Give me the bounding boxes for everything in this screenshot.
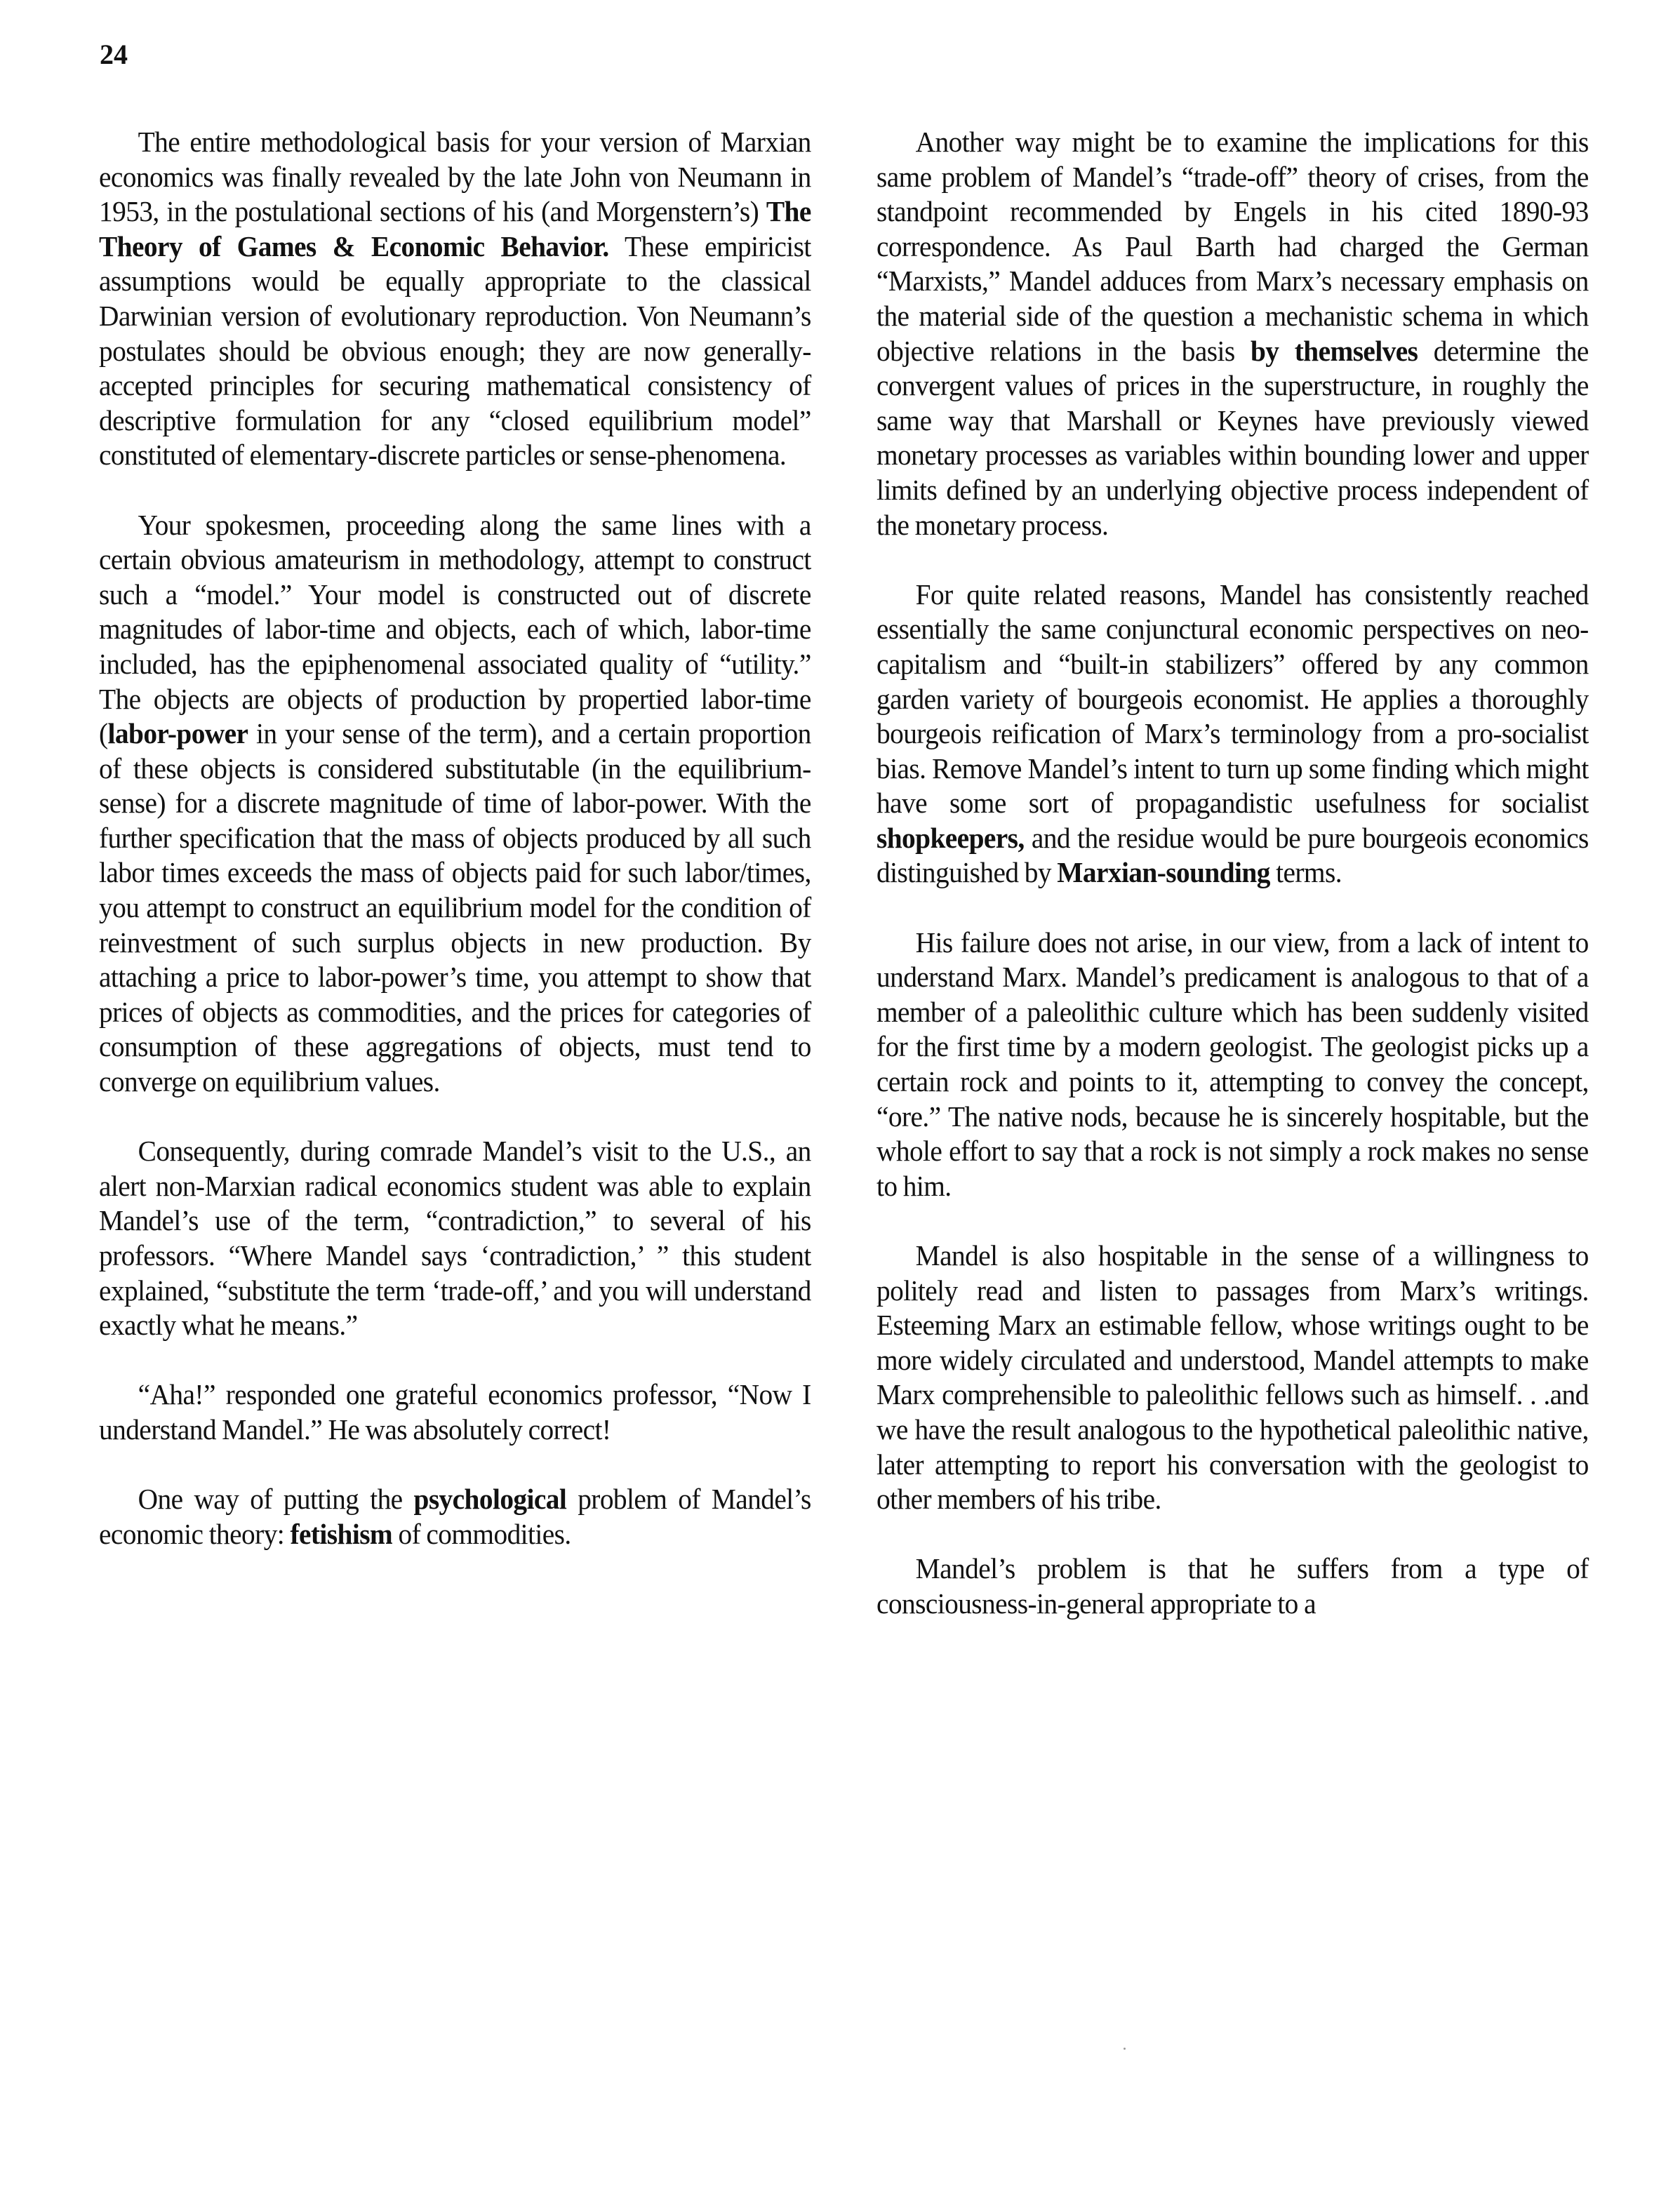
text-segment: Consequently, during comrade Mandel’s visit to the U.S., an alert non-Marxian radical economics student was able to explain Mandel’s use of the term, “contradiction,” to several of his professors. “Where Mandel says ‘contradiction,’ ” this student explained, “substitute the term ‘trade-off,’ and you will understand exactly what he means.” — [99, 1135, 811, 1342]
book-title-bold: The Theory of Games & Economic Behavior. — [99, 195, 811, 262]
text-segment: One way of putting the — [138, 1483, 414, 1516]
paragraph-one-way — [99, 1482, 811, 1552]
paragraph-mandels-problem — [876, 1552, 1589, 1621]
paragraph-also-hospitable — [876, 1239, 1589, 1517]
emphasis-bold: fetishism — [290, 1517, 393, 1550]
paragraph-his-failure — [876, 926, 1589, 1204]
paragraph-your-spokesmen — [99, 508, 811, 1100]
text-segment: “Aha!” responded one grateful economics professor, “Now I understand Mandel.” He was absolutely correct! — [99, 1378, 811, 1446]
paragraph-another-way — [876, 125, 1589, 542]
page-number: 24 — [100, 39, 128, 70]
text-segment: problem of Mandel’s economic theory: — [99, 1483, 811, 1550]
emphasis-bold: by themselves — [1250, 334, 1418, 367]
paragraph-consequently — [99, 1134, 811, 1343]
paragraph-related-reasons — [876, 578, 1589, 890]
text-segment: Another way might be to examine the implications for this same problem of Mandel’s “trade-off” theory of crises, from the standpoint recommended by Engels in his cited 1890-93 correspondence. As Paul Barth had charged the German “Marxists,” Mandel adduces from Marx’s necessary emphasis on the material side of the question a mechanistic schema in which objective relations in the basis — [876, 126, 1589, 367]
text-segment: Mandel is also hospitable in the sense of a willingness to politely read and listen to passages from Marx’s writings. Esteeming Marx an estimable fellow, whose writings ought to be more widely circulated and understood, Mandel attempts to make Marx comprehensible to paleolithic fellows such as himself. . .and we have the result analogous to the hypothetical paleolithic native, later attempting to report his conversation with the geologist to other members of his tribe. — [876, 1239, 1589, 1516]
text-segment: in your sense of the term), and a certain proportion of these objects is considered substitutable (in the equilibrium-sense) for a discrete magnitude of time of labor-power. With the further specification that the mass of objects produced by all such labor times exceeds the mass of objects paid for such labor/times, you attempt to construct an equilibrium model for the condition of reinvestment of such surplus objects in new production. By attaching a price to labor-power’s time, you attempt to show that prices of objects as commodities, and the prices for categories of consumption of these aggregations of objects, must tend to converge on equilibrium values. — [99, 717, 811, 1098]
text-segment: For quite related reasons, Mandel has consistently reached essentially the same conjunctural economic perspectives on neo-capitalism and “built-in stabilizers” offered by any common garden variety of bourgeois economist. He applies a thoroughly bourgeois reification of Marx’s terminology from a pro-socialist bias. Remove Mandel’s intent to turn up some finding which might have some sort of propagandistic usefulness for socialist — [876, 578, 1589, 820]
text-segment: determine the convergent values of prices in the superstructure, in roughly the same way that Marshall or Keynes have previously viewed monetary processes as variables within bounding lower and upper limits defined by an underlying objective process independent of the monetary process. — [876, 334, 1589, 541]
text-segment: These empiricist assumptions would be equally appropriate to the classical Darwinian version of evolutionary reproduction. Von Neumann’s postulates should be obvious enough; they are now generally-accepted principles for securing mathematical consistency of descriptive formulation for any “closed equilibrium model” constituted of elementary-discrete particles or sense-phenomena. — [99, 229, 811, 472]
text-segment: Your spokesmen, proceeding along the same lines with a certain obvious amateurism in methodology, attempt to construct such a “model.” Your model is constructed out of discrete magnitudes of labor-time and objects, each of which, labor-time included, has the epiphenomenal associated quality of “utility.” The objects are objects of production by propertied labor-time ( — [99, 508, 811, 750]
emphasis-bold: shopkeepers, — [876, 821, 1025, 854]
text-segment: terms. — [1269, 856, 1342, 889]
right-column — [876, 125, 1589, 1622]
text-segment: of commodities. — [392, 1517, 571, 1550]
emphasis-bold: labor-power — [107, 717, 248, 750]
left-column — [99, 125, 811, 1552]
text-segment: The entire methodological basis for your version of Marxian economics was finally revealed by the late John von Neumann in 1953, in the postulational sections of his (and Morgenstern’s) — [99, 126, 811, 228]
text-segment: Mandel’s problem is that he suffers from a type of consciousness-in-general appropriate to a — [876, 1552, 1589, 1620]
emphasis-bold: Marxian-sounding — [1057, 856, 1270, 889]
emphasis-bold: psychological — [413, 1483, 567, 1516]
paragraph-methodological-basis — [99, 125, 811, 473]
paragraph-aha — [99, 1377, 811, 1447]
text-segment: and the residue would be pure bourgeois economics distinguished by — [876, 821, 1589, 889]
scan-speck — [1124, 2048, 1126, 2050]
text-segment: His failure does not arise, in our view, from a lack of intent to understand Marx. Mandel’s predicament is analogous to that of a member of a paleolithic culture which has been suddenly visited for the first time by a modern geologist. The geologist picks up a certain rock and points to it, attempting to convey the concept, “ore.” The native nods, because he is sincerely hospitable, but the whole effort to say that a rock is not simply a rock makes no sense to him. — [876, 926, 1589, 1202]
